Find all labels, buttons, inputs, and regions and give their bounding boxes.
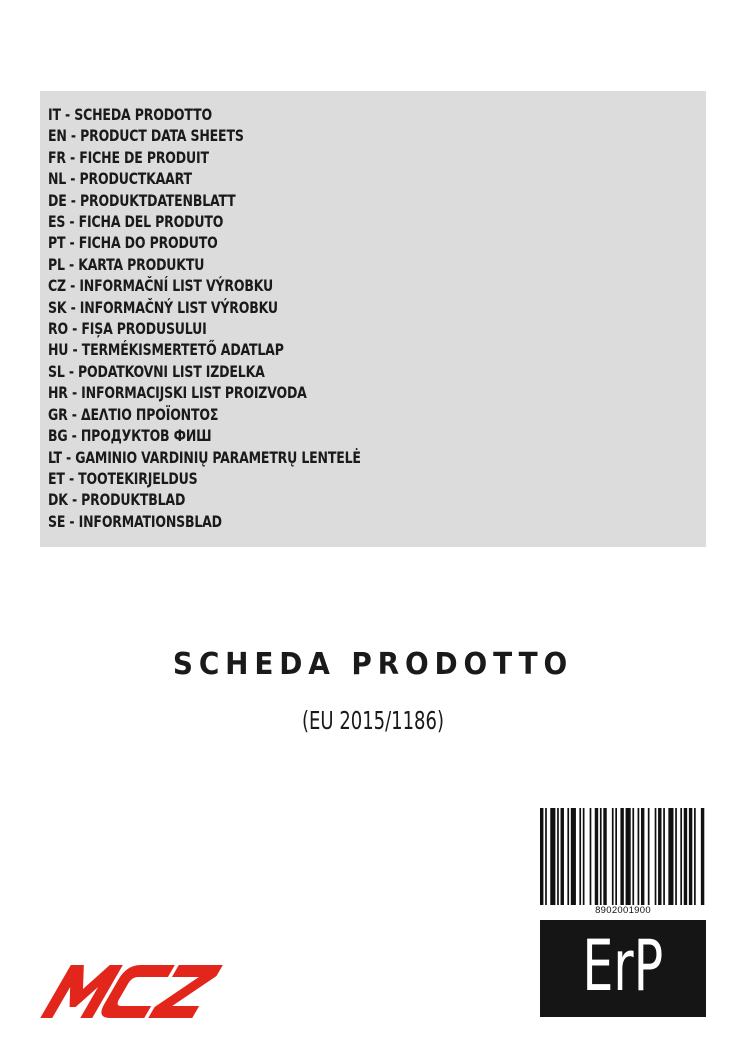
barcode-bar (540, 808, 543, 905)
language-item-lt: LT - GAMINIO VARDINIŲ PARAMETRŲ LENTELĖ (48, 447, 361, 467)
barcode-bar (680, 808, 682, 905)
barcode-bar (603, 808, 606, 905)
language-item-hr: HR - INFORMACIJSKI LIST PROIZVODA (48, 383, 307, 403)
barcode-bar (684, 808, 687, 905)
language-item-sl: SL - PODATKOVNI LIST IZDELKA (48, 361, 265, 381)
language-item-fr: FR - FICHE DE PRODUIT (48, 147, 209, 167)
regulation-reference: (EU 2015/1186) (302, 706, 444, 735)
barcode-bar (557, 808, 559, 905)
language-item-et: ET - TOOTEKIRJELDUS (48, 468, 198, 488)
barcode-bar (663, 808, 665, 905)
language-item-de: DE - PRODUKTDATENBLATT (48, 190, 236, 210)
language-list-box (40, 91, 706, 547)
barcode-bar (590, 808, 592, 905)
barcode-number: 8902001900 (595, 905, 651, 916)
barcode-bar (579, 808, 581, 905)
barcode-bar (648, 808, 650, 905)
barcode-bar (641, 808, 644, 905)
language-item-hu: HU - TERMÉKISMERTETŐ ADATLAP (48, 340, 284, 360)
barcode-bar (626, 808, 631, 905)
erp-label-box (540, 920, 706, 1017)
language-item-se: SE - INFORMATIONSBLAD (48, 511, 222, 531)
barcode-bar (694, 808, 696, 905)
barcode-image (540, 808, 706, 905)
language-item-it: IT - SCHEDA PRODOTTO (48, 105, 212, 124)
language-item-sk: SK - INFORMAČNÝ LIST VÝROBKU (48, 297, 278, 317)
language-item-pl: PL - KARTA PRODUKTU (48, 254, 205, 274)
barcode-bar (668, 808, 673, 905)
barcode-bar (658, 808, 661, 905)
barcode-bar (595, 808, 598, 905)
barcode-bar (701, 808, 704, 905)
language-item-cz: CZ - INFORMAČNÍ LIST VÝROBKU (48, 276, 273, 296)
language-item-en: EN - PRODUCT DATA SHEETS (48, 126, 244, 146)
mcz-logo (40, 963, 225, 1018)
language-item-bg: BG - ПРОДУКТОВ ФИШ (48, 426, 212, 446)
barcode-bar (632, 808, 634, 905)
barcode-bar (571, 808, 576, 905)
erp-label: ErP (582, 924, 664, 1007)
language-item-ro: RO - FIȘA PRODUSULUI (48, 319, 207, 339)
barcode-bar (600, 808, 602, 905)
barcode-bar (550, 808, 555, 905)
barcode-bar (545, 808, 547, 905)
language-item-pt: PT - FICHA DO PRODUTO (48, 233, 218, 253)
barcode-bar (689, 808, 692, 905)
barcode-bar (567, 808, 569, 905)
barcode-bar (675, 808, 677, 905)
language-item-gr: GR - ΔΕΛΤΙΟ ΠΡΟΪΟΝΤΟΣ (48, 404, 219, 424)
barcode-bar (561, 808, 564, 905)
barcode-bar (612, 808, 614, 905)
barcode-bar (620, 808, 623, 905)
document-title: SCHEDA PRODOTTO (172, 647, 574, 682)
barcode-bar (583, 808, 585, 905)
barcode-bar (638, 808, 640, 905)
barcode-bar (655, 808, 657, 905)
language-item-dk: DK - PRODUKTBLAD (48, 490, 186, 510)
language-item-nl: NL - PRODUCTKAART (48, 169, 192, 189)
barcode-bar (615, 808, 617, 905)
language-item-es: ES - FICHA DEL PRODUTO (48, 212, 224, 232)
